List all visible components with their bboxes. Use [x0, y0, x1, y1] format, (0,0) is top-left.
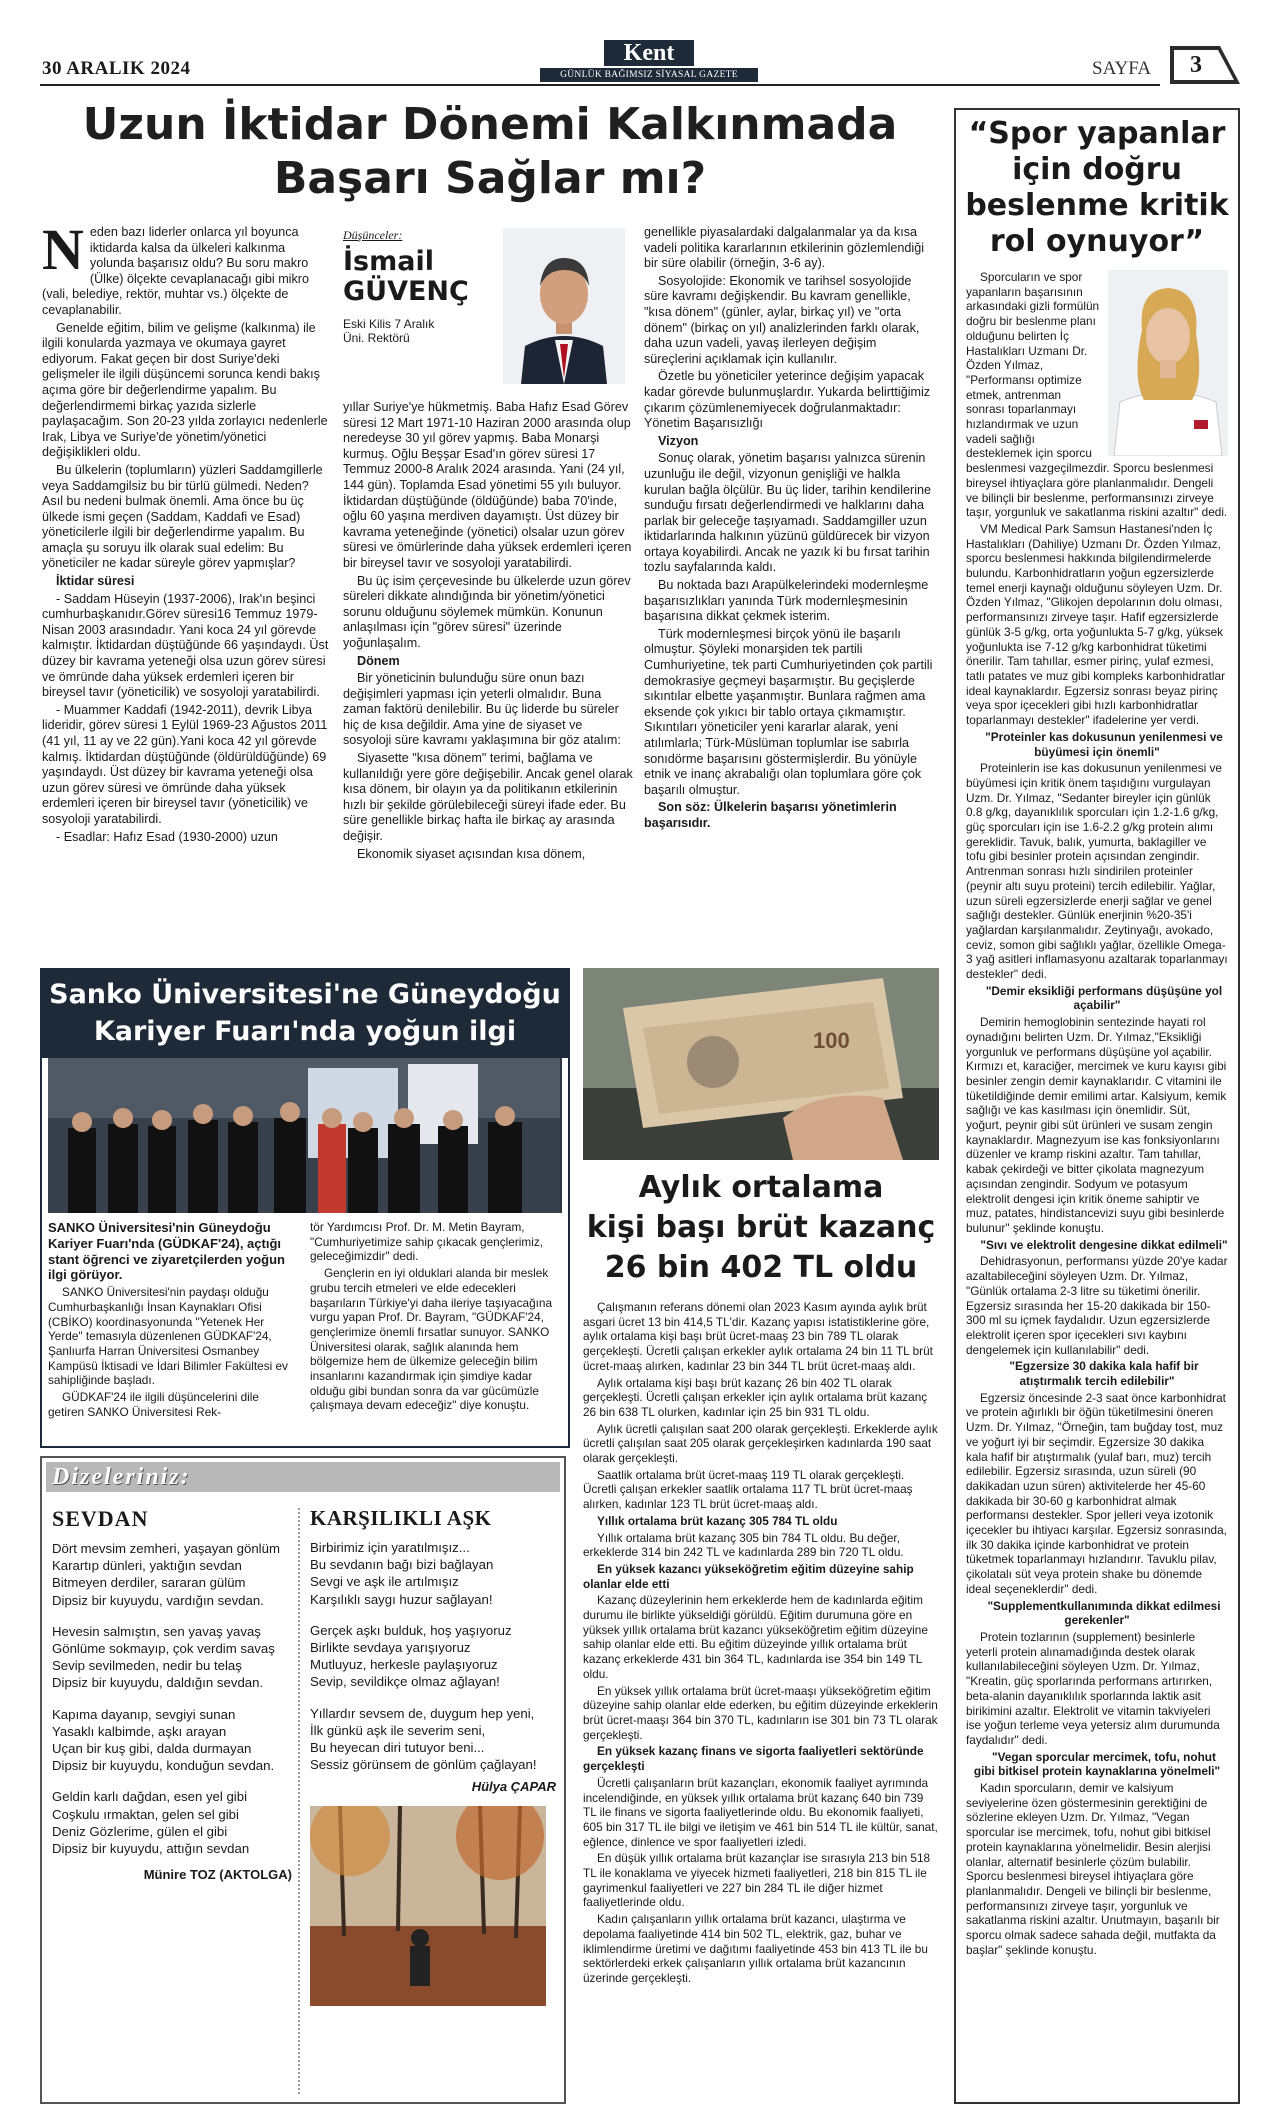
paragraph: - Muammer Kaddafi (1942-2011), devrik Libya lideridir, görev süresi 1 Eylül 1969-23 Ağustos 2011 (41 yıl, 11 ay ve 22 gün).Yani koca 42 yıl görevde kalmış. İktidardan düştüğünde (öldürüldüğünde) 69 yaşındaydı. Üst düzey bir kavrama yeteneği olsa uzun görev süresi ve ömründe daha yüksek erdemleri içeren bir bireysel tavır (yöneticilik) ve sosyoloji yaratabilirdi.	[42, 702, 328, 826]
paragraph: Türk modernleşmesi birçok yönü ile başarılı olmuştur. Şöyleki monarşiden tek partili Cumhuriyetine, tek parti Cumhuriyetinden çok partili demokrasiye geçmeyi başarmıştır. Bu geçişlerde sıkıntılar elbette yaşanmıştır. Bunlara rağmen ama eksende çok yıkıcı bir tablo ortaya çıkmamıştır. Sıkıntıları yöneticiler yeni kararlar alarak, yeni atılımlarla; Türk-Müslüman toplumlar ise sabırla sonıdörme başarısını göstermişlerdir. Bu yönüyle etnik ve inanç akrabalığı olan toplumlara göre çok başarılı olmuştur.	[644, 626, 933, 797]
poem-line: Birlikte sevdaya yarışıyoruz	[310, 1640, 471, 1656]
subheading: "Demir eksikliği performans düşüşüne yol açabilir"	[985, 983, 1223, 1013]
poem-line: Gerçek aşkı bulduk, hoş yaşıyoruz	[310, 1622, 512, 1638]
salary-title-line: Aylık ortalama	[638, 1170, 884, 1205]
paragraph: Yıllık ortalama brüt kazanç 305 bin 784 TL oldu. Bu değer, erkeklerde 314 bin 242 TL ve kadınlarda 289 bin 720 TL oldu.	[583, 1530, 904, 1560]
stanza-gap	[52, 1692, 292, 1706]
paragraph: - Saddam Hüseyin (1937-2006), Irak'ın beşinci cumhurbaşkanıdır.Görev süresi16 Temmuz 1979- Nisan 2003 arasındadır. Yani koca 24 yıl görevde kalmıştır. İktidardan düştüğünde 66 yaşındaydı. Üst düzey bir kavrama yeteneği olsa uzun görev süresi ve ömründe daha yüksek erdemleri içeren bir bireysel tavır (yöneticilik) ve sosyoloji yaratabilirdi.	[42, 591, 329, 700]
paragraph: Bu ülkelerin (toplumların) yüzleri Saddamgillerle veya Saddamgilsiz bu bir türlü gülmedi. Neden? Asıl bu nedeni bulmak önemli. Ama önce bu üç ülkede ismi geçen (Saddam, Kaddafi ve Esad) yöneticilerle ilgili bir değerlendirme yapalım. Bu amaçla şu soruyu ilk olarak sual edelim: Bu yöneticiler ne kadar süreyle görev yapmışlar?	[42, 462, 323, 571]
fair-crowd-image	[48, 1058, 560, 1213]
article-title	[40, 98, 940, 206]
sanko-fair-photo	[48, 1058, 562, 1213]
subheading: En yüksek kazancı yükseköğretim eğitim düzeyine sahip olanlar elde etti	[583, 1561, 914, 1591]
poem-line: Bu heyecan diri tutuyor beni...	[310, 1740, 485, 1756]
poem-line: Dipsiz bir kuyuydu, daldığın sevdan.	[52, 1675, 264, 1691]
page-label: SAYFA	[1092, 58, 1152, 79]
paragraph: Ücretli çalışanların brüt kazançları, ekonomik faaliyet ayrımında incelendiğinde, en yüksek yıllık ortalama brüt kazanç 640 bin 739 TL ile finans ve sigorta faaliyetlerinde oldu. Bu ekonomik faaliyeti, 605 bin 317 TL ile bilgi ve iletişim ve 461 bin 514 TL ile kültür, sanat, eğlence, dinlence ve spor faaliyetleri izledi.	[583, 1775, 938, 1849]
autumn-park-image	[310, 1806, 546, 2006]
poem-line: İlk günkü aşk ile severim seni,	[310, 1722, 486, 1738]
paragraph: Sosyolojide: Ekonomik ve tarihsel sosyolojide süre kavramı değişkendir. Bu kavram genellikle, "kısa dönem" (günler, aylar, birkaç yıl) ve "orta dönem" (birkaç on yıl) analizlerinden farklı olarak, daha uzun vadeli, yavaş ilerleyen değişim süreçlerini açıklamak için kullanılır.	[644, 273, 920, 366]
poem-lines	[52, 1540, 292, 1857]
poem-title: KARŞILIKLI AŞK	[310, 1506, 492, 1530]
subheading: "Sıvı ve elektrolit dengesine dikkat edilmeli"	[980, 1237, 1228, 1252]
stanza-gap	[310, 1608, 556, 1622]
poem-title: SEVDAN	[52, 1506, 149, 1531]
sanko-col-1	[48, 1220, 296, 1422]
subheading: "Egzersize 30 dakika kala hafif bir atıştırmalık tercih edilebilir"	[1009, 1359, 1199, 1389]
sanko-article	[40, 968, 570, 1448]
subheading: "Supplementkullanımında dikkat edilmesi gerekenler"	[987, 1598, 1221, 1628]
paragraph: Bu noktada bazı Arapülkelerindeki modernleşme başarısızlıkları yanında Türk modernleşmesinin başarısına dikkat çekmek isterim.	[644, 578, 929, 624]
sidebar-title-line: beslenme kritik	[965, 188, 1229, 223]
article-title-line1: Uzun İktidar Dönemi Kalkınmada	[82, 99, 898, 150]
author-photo	[503, 228, 625, 384]
paragraph: Bir yöneticinin bulunduğu süre onun bazı değişimleri yapması için yeterli olmalıdır. Buna zaman faktörü denilebilir. Bu üç liderde bu süreler hiç de kısa değildir. Ama yine de siyaset ve sosyoloji süre kavramı yaklaşımına bir göz atalım:	[343, 671, 621, 748]
salary-body	[583, 1300, 939, 1988]
paragraph: yıllar Suriye'ye hükmetmiş. Baba Hafız Esad Görev süresi 12 Mart 1971-10 Haziran 2000 arasında olup neredeyse 30 yıl görev yapmış. Baba Monarşi kurmuş. Oğlu Beşşar Esad'ın görev süresi 17 Temmuz 2000-8 Aralık 2024 arasında. Yani (24 yıl, 144 gün). Toplamda Esad yönetimi 55 yılı buluyor. İktidardan düştüğünde (öldüğünde) baba 70'inde, oğlu 60 yaşına merdiven dayamıştı. Üst düzey bir kavrama yeteneğinde (yönetici) olsalar uzun görev süresi ve ömürlerinde daha yüksek erdemleri içeren bir bireysel tavır ve sosyoloji yaratabilirdi.	[343, 400, 632, 570]
paragraph: Bu üç isim çerçevesinde bu ülkelerde uzun görev süreleri dikkate alındığında bir yönetim/yönetici sorunu olduğunu söylemek mümkün. Konunun anlaşılması için "görev süresi" üzerinde yoğunlaşalım.	[343, 573, 631, 650]
paragraph: Kadın çalışanların yıllık ortalama brüt kazancı, ulaştırma ve depolama faaliyetinde 414 bin 502 TL, elektrik, gaz, buhar ve iklimlendirme üretimi ve dağıtımı faaliyetinde 453 bin 413 TL ile bu sektörlerdeki erkek çalışanların yıllık ortalama brüt kazancının üzerinde gerçekleşti.	[583, 1912, 928, 1985]
paragraph: Genelde eğitim, bilim ve gelişme (kalkınma) ile ilgili konularda yazmaya ve okumaya gayret ediyorum. Fakat geçen bir dost Suriye'deki gelişmeler ile ilgili düşüncemi sorunca kendi bakış açıma göre bir değerlendirme yapalım. Bu değerlendirmemi birkaç yazıda sizlerle paylaşacağım. Son 20-23 yılda zorlayıcı nedenlerle Irak, Libya ve Suriye'de yönetim/yönetici değişiklikleri oldu.	[42, 320, 328, 460]
paragraph: VM Medical Park Samsun Hastanesi'nden İç Hastalıkları (Dahiliye) Uzmanı Dr. Özden Yılmaz, sporcu beslenmesi hakkında bilgilendirmelerde bulundu. Karbonhidratların yoğun egzersizlerde temel enerji kaynağı olduğunu söyleyen Uzm. Dr. Özden Yılmaz, "Glikojen depolarının dolu olması, performansınızı zirveye taşır. Hafif egzersizlerde günlük 3-5 g/kg, orta yoğunlukta 5-7 g/kg, yüksek yoğunlukta ise 7-12 g/kg karbonhidrat tüketimi önerilir. Tam tahıllar, esmer pirinç, yulaf ezmesi, tatlı patates ve muz gibi kompleks karbonhidratlar ideal kaynaklardır. Egzersiz sonrası beyaz pirinç veya spor içecekleri gibi hızlı karbonhidratlar toparlanmayı destekler" ifadelerine yer verdi.	[966, 521, 1226, 728]
poem-line: Dört mevsim zemheri, yaşayan gönlüm	[52, 1541, 280, 1556]
poem-illustration	[310, 1806, 546, 2006]
paragraph: Ekonomik siyaset açısından kısa dönem,	[357, 846, 586, 861]
poem-line: Deniz Gözlerime, gülen el gibi	[52, 1823, 228, 1839]
poem-sevdan	[52, 1506, 292, 1882]
subheading: Dönem	[357, 653, 400, 668]
poem-line: Uçan bir kuş gibi, dalda durmayan	[52, 1741, 252, 1757]
poem-line: Yasaklı kalbimde, aşkı arayan	[52, 1723, 227, 1739]
poem-line: Dipsiz bir kuyuydu, konduğun sevdan.	[52, 1758, 275, 1774]
paragraph: Aylık ücretli çalışılan saat 200 olarak gerçekleşti. Erkeklerde aylık ücretli çalışılan saat 205 olarak gerçekleşirken kadınlarda 190 saat olarak gerçekleşti.	[583, 1421, 938, 1466]
poem-line: Sevgi ve aşk ile artılmışız	[310, 1574, 459, 1590]
poem-line: Kapıma dayanıp, sevgiyi sunan	[52, 1706, 236, 1722]
poem-line: Geldin karlı dağdan, esen yel gibi	[52, 1789, 248, 1805]
sanko-title-line: Kariyer Fuarı'nda yoğun ilgi	[93, 1016, 517, 1047]
paragraph: Egzersiz öncesinde 2-3 saat önce karbonhidrat ve protein ağırlıklı bir öğün tüketilmesini öneren Uzm. Dr. Yılmaz, "Örneğin, tam buğday tost, muz ve yoğurt iyi bir seçimdir. Egzersize 30 dakika kala hafif bir atıştırmalık (yulaf barı, muz) tercih edilebilir. Egzersiz sırasında, uzun süreli (90 dakikadan uzun süren) aktivitelerde her 45-60 dakikada bir 30-60 g karbonhidrat almak performansı destekler. Spor jelleri veya izotonik içecekler bu ihtiyacı karşılar. Egzersiz sonrasında, ilk 30 dakika içinde karbonhidrat ve protein tüketmek toparlanmayı hızlandırır. Tavuklu pilav, çikolatalı süt veya protein shake bu dönemde ideal seçeneklerdir" dedi.	[966, 1390, 1227, 1596]
poem-line: Sessiz görünsem de gönlüm çağlayan!	[310, 1757, 537, 1773]
subheading: Yıllık ortalama brüt kazanç 305 784 TL oldu	[597, 1513, 838, 1528]
banknote-image	[583, 968, 939, 1160]
banknote-photo	[583, 968, 939, 1160]
sidebar-intro: Sporcuların ve spor yapanların başarısının arkasındaki gizli formülün doğru bir beslenme planı olduğunu belirten İç Hastalıkları Uzmanı Dr. Özden Yılmaz, "Performansı optimize etmek, antrenman sonrası toparlanmayı hızlandırmak ve uzun vadeli sağlığı desteklemek için sporcu beslenmesi vazgeçilmezdir. Sporcu beslenmesi bireysel ihtiyaçlara göre planlanmalıdır. Dengeli ve bilinçli bir beslenme, performansınızı zirveye taşır, yorgunluk ve sakatlanma riskini azaltır" dedi.	[966, 270, 1228, 520]
poem-line: Karartıp dünleri, yaktığın sevdan	[52, 1558, 242, 1574]
subheading: En yüksek kazanç finans ve sigorta faaliyetleri sektöründe gerçekleşti	[583, 1744, 924, 1774]
paragraph: - Esadlar: Hafız Esad (1930-2000) uzun	[56, 829, 278, 844]
paragraph: Proteinlerin ise kas dokusunun yenilenmesi ve büyümesi için kritik önem taşıdığını vurgulayan Uzm. Dr. Yılmaz, "Sedanter bireyler için günlük 0.8 g/kg, dayanıklılık sporcuları için 1.2-1.6 g/kg, güç sporcuları için ise 1.6-2.2 g/kg protein alımı gereklidir. Tavuk, balık, yumurta, baklagiller ve tofu gibi besinler protein açısından zengindir. Antrenman sonrası hızlı sindirilen proteinler (peynir altı suyu proteini) tercih edilebilir. Yağlar, uzun süreli egzersizlerde enerji sağlar ve genel sağlığı destekler. Günlük enerjinin %20-35'i yağlardan karşılanmalıdır. Zeytinyağı, avokado, ceviz, somon gibi sağlıklı yağlar, özellikle Omega-3 yağ asitleri inflamasyonu azaltarak toparlanmayı destekler" dedi.	[966, 761, 1228, 982]
paragraph: Protein tozlarının (supplement) besinlerle yeterli protein alınamadığında destek olarak kullanılabileceğini söyleyen Uzm. Dr. Yılmaz, "Kreatin, güç sporlarında performans artırırken, beta-alanin dayanıklılık sporlarında laktik asit birikimini azaltır. Elektrolit ve vitamin takviyeleri ise yoğun terleme veya yetersiz alım durumunda faydalıdır" dedi.	[966, 1629, 1220, 1747]
paragraph: Kazanç düzeylerinin hem erkeklerde hem de kadınlarda eğitim durumu ile birlikte yükseldiği görüldü. Eğitim durumuna göre en yüksek yıllık ortalama brüt kazancı yükseköğretim eğitim düzeyine sahip olanlar elde etti. Bu eğitim düzeyinde yıllık ortalama brüt kazanç erkeklerde 431 bin 364 TL, kadınlarda ise 354 bin 149 TL oldu.	[583, 1593, 928, 1681]
author-role-line2: Üni. Rektörü	[343, 331, 410, 345]
author-role-line1: Eski Kilis 7 Aralık	[343, 317, 435, 331]
poems-section-bar	[46, 1462, 560, 1492]
stanza-gap	[52, 1609, 292, 1623]
paragraph: Özetle bu yöneticiler yeterince değişim yapacak kadar görevde bulunmuşlardır. Yukarda belirttiğimiz çıkarım çözümlenemiyecek doğrulanmaktadır: Yönetim Başarısızlığı	[644, 369, 931, 431]
paragraph: SANKO Üniversitesi'nin paydaşı olduğu Cumhurbaşkanlığı İnsan Kaynakları Ofisi (CBİKO) koordinasyonunda "Yetenek Her Yerde" temasıyla düzenlenen GÜDKAF'24, Şanlıurfa Harran Üniversitesi Osmanbey Kampüsü İktisadi ve İdari Bilimler Fakültesi ev sahipliğinde başladı.	[48, 1285, 288, 1388]
page-number: 3	[1190, 52, 1202, 78]
poems-section-label: Dizeleriniz:	[52, 1464, 191, 1490]
paragraph: Aylık ortalama kişi başı brüt kazanç 26 bin 402 TL olarak gerçekleşti. Ücretli çalışan erkekler için aylık ortalama brüt kazanç 26 bin 638 TL olurken, kadınlar için 25 bin 931 TL oldu.	[583, 1375, 928, 1419]
poem-line: Gönlüme sokmayıp, çok verdim savaş	[52, 1641, 275, 1657]
article-title-line2: Başarı Sağlar mı?	[273, 153, 707, 204]
masthead-tagline: GÜNLÜK BAĞIMSIZ SİYASAL GAZETE	[540, 68, 758, 82]
poem-line: Yıllardır sevsem de, duygum hep yeni,	[310, 1705, 535, 1721]
paragraph: En yüksek yıllık ortalama brüt ücret-maaşı yükseköğretim eğitim düzeyine sahip olanlar elde ederken, bu eğitim düzeyinde erkeklerin brüt ücret-maaşı 364 bin 370 TL, kadınların ise 301 bin 73 TL olarak gerçekleşti.	[583, 1683, 938, 1742]
subheading: "Proteinler kas dokusunun yenilenmesi ve büyümesi için önemli"	[985, 729, 1223, 759]
author-box	[343, 228, 633, 388]
poem-lines	[310, 1539, 556, 1773]
drop-cap: N	[42, 217, 84, 282]
poem-karsilikli-ask	[310, 1506, 556, 2006]
page-number-tab	[1170, 46, 1240, 84]
poem-line: Dipsiz bir kuyuydu, vardığın sevdan.	[52, 1592, 264, 1608]
poem-line: Sevip sevilmeden, nedir bu telaş	[52, 1658, 242, 1674]
header-rule	[40, 84, 1160, 86]
sanko-col-2	[310, 1220, 560, 1415]
poem-line: Hevesin salmıştın, sen yavaş yavaş	[52, 1623, 261, 1639]
masthead-logo: Kent	[604, 40, 694, 66]
sanko-title-line: Sanko Üniversitesi'ne Güneydoğu	[49, 979, 561, 1010]
paragraph: Siyasette "kısa dönem" terimi, bağlama ve kullanıldığı yere göre değişebilir. Ancak genel olarak kısa dönem, bir olayın ya da politikanın etkilerinin hızlı bir şekilde görülebileceği süreyi ifade eder. Bu süre genellikle birkaç hafta ile birkaç ay arasında değişir.	[343, 751, 633, 844]
poem-line: Birbirimiz için yaratılmışız...	[310, 1540, 470, 1555]
doctor-photo	[1108, 270, 1228, 456]
article-column-1	[42, 217, 332, 847]
salary-title	[583, 1168, 939, 1288]
poem-divider	[298, 1508, 300, 2094]
sidebar-title-line: için doğru	[1012, 152, 1182, 187]
poem-line: Karşılıklı saygı huzur sağlayan!	[310, 1591, 493, 1607]
author-last-name: GÜVENÇ	[343, 276, 469, 307]
salary-title-line: kişi başı brüt kazanç	[586, 1210, 936, 1245]
poem-line: Mutluyuz, herkesle paylaşıyoruz	[310, 1657, 498, 1673]
paragraph: GÜDKAF'24 ile ilgili düşüncelerini dile getiren SANKO Üniversitesi Rek-	[48, 1390, 259, 1419]
stanza-gap	[52, 1774, 292, 1788]
poem-line: Sevip, sevildikçe olmaz ağlayan!	[310, 1674, 500, 1690]
paragraph: eden bazı liderler onlarca yıl boyunca iktidarda kalsa da ülkeleri kalkınma yolunda başarısız oldu? Bu soru makro (Ülke) ölçekte cevaplanacağı gibi mikro (vali, belediye, rektör, muhtar vs.) ölçekte de cevaplanabilir.	[42, 225, 309, 317]
banknote-denomination: 100	[813, 1028, 850, 1053]
paragraph: Çalışmanın referans dönemi olan 2023 Kasım ayında aylık brüt asgari ücret 13 bin 414,5 TL'dir. Kazanç yapısı istatistiklerine göre, aylık ortalama kişi başı brüt ücret-maaş 23 bin 789 TL olarak gerçekleşti. Ücretli çalışan erkekler aylık ortalama 24 bin 11 TL brüt ücret-maaş alırken, kadınlar 23 bin 344 TL brüt ücret-maaş aldı.	[583, 1300, 933, 1373]
paragraph: Demirin hemoglobinin sentezinde hayati rol oynadığını belirten Uzm. Dr. Yılmaz,"Eksikliği yorgunluk ve performans düşüşüne yol açabilir. Kırmızı et, karaciğer, mercimek ve kuru kayısı gibi besinler zengin demir kaynaklarıdır. C vitamini ile tüketildiğinde demir emilimi artar. Kalsiyum, kemik sağlığı ve kas kasılması için önemlidir. Süt, yoğurt, peynir gibi süt ürünleri ve susam zengin kaynaklardır. Magnezyum ise kas fonksiyonlarını düzenler ve kramp riskini azaltır. Tam tahıllar, kabak çekirdeği ve bitter çikolata magnezyum açısından zengindir. Sodyum ve potasyum elektrolit dengesi için kritik öneme sahiptir ve muz, patates, hindistancevizi suyu gibi besinlerde bulunur" şeklinde konuştu.	[966, 1015, 1227, 1235]
subheading: "Vegan sporcular mercimek, tofu, nohut gibi bitkisel protein kaynaklarına yönelmeli"	[973, 1749, 1221, 1779]
poem-line: Coşkulu ırmaktan, gelen sel gibi	[52, 1806, 239, 1822]
subheading: Vizyon	[658, 433, 699, 448]
paragraph: tör Yardımcısı Prof. Dr. M. Metin Bayram, "Cumhuriyetimize sahip çıkacak gençlerimiz, geleceğimizdir" dedi.	[310, 1220, 543, 1264]
poem-line: Dipsiz bir kuyuydu, attığın sevdan	[52, 1841, 250, 1857]
sanko-lead: SANKO Üniversitesi'nin Güneydoğu Kariyer Fuarı'nda (GÜDKAF'24), açtığı stant öğrenci ve ziyaretçilerden yoğun ilgi görüyor.	[48, 1220, 285, 1283]
paragraph: En düşük yıllık ortalama brüt kazançlar ise sırasıyla 213 bin 518 TL ile konaklama ve yiyecek hizmeti faaliyetleri, 218 bin 815 TL ile gayrimenkul faaliyetleri ve 227 bin 284 TL ile diğer hizmet faaliyetlerinde oldu.	[583, 1851, 931, 1910]
article-column-2	[343, 400, 633, 864]
article-column-3	[644, 225, 934, 834]
poem-line: Bitmeyen derdiler, sararan gülüm	[52, 1575, 246, 1591]
author-first-name: İsmail	[343, 246, 434, 277]
sidebar-paragraphs	[966, 522, 1228, 1958]
paragraph: Saatlik ortalama brüt ücret-maaş 119 TL olarak gerçekleşti. Ücretli çalışan erkekler saatlik ortalama 117 TL brüt ücret-maaş alırken, kadınlar 123 TL brüt ücret-maaş aldı.	[583, 1467, 913, 1512]
poem-line: Bu sevdanın bağı bizi bağlayan	[310, 1557, 494, 1573]
sidebar-box	[954, 108, 1240, 2104]
poems-box	[40, 1456, 566, 2104]
stanza-gap	[310, 1691, 556, 1705]
poem-author: Münire TOZ (AKTOLGA)	[143, 1867, 292, 1883]
paragraph: genellikle piyasalardaki dalgalanmalar ya da kısa vadeli politika kararlarının etkilerinin gözlemlendiği bir süre olabilir (örneğin, 3-6 ay).	[644, 225, 925, 271]
author-portrait-image	[503, 228, 625, 384]
sidebar-title-line: rol oynuyor”	[989, 224, 1205, 259]
closing-remark: Son söz: Ülkelerin başarısı yönetimlerin başarısıdır.	[644, 800, 897, 830]
paragraph: Sonuç olarak, yönetim başarısı yalnızca sürenin uzunluğu ile değil, vizyonun genişliği ve halkla kurulan bağla ölçülür. Bu üç lider, tarihin kendilerine sunduğu fırsatı değerlendirmedi ve halklarını daha parlak bir geleceğe taşıyamadı. Saddamgiller uzun iktidarlarında halkının yüzünü güldürecek bir vizyon ortaya koyabilirdi. Ancak ne yazık ki bu fırsat tarihin tozlu sayfalarında kaldı.	[644, 451, 932, 575]
masthead	[540, 40, 758, 84]
paragraph: Dehidrasyonun, performansı yüzde 20'ye kadar azaltabileceğini söyleyen Uzm. Dr. Yılmaz, "Günlük ortalama 2-3 litre su tüketimi önerilir. Egzersiz sırasında her 15-20 dakikada bir 150-300 ml su içmek faydalıdır. Uzun egzersizlerde elektrolit içeren spor içecekleri sıvı kaybını dengelemek için kullanılabilir" dedi.	[966, 1254, 1228, 1357]
issue-date: 30 ARALIK 2024	[42, 58, 191, 79]
sidebar-title	[956, 116, 1238, 260]
sanko-title	[42, 970, 568, 1058]
paragraph: Gençlerin en iyi olduklari alanda bir meslek grubu tercih etmeleri ve elde edecekleri başarıların Türkiye'yi daha ileriye taşıyacağına vurgu yapan Prof. Dr. Bayram, "GÜDKAF'24, gençlerimize önemli fırsatlar sunuyor. SANKO Üniversitesi olarak, sağlık alanında hem bölgemize hem de ülkemize geleceğin bilim insanlarını kazandırmak için şimdiye kadar olduğu gibi bundan sonra da var gücümüzle çalışmaya devam edeceğiz" diye konuştu.	[310, 1266, 553, 1413]
doctor-portrait-image	[1108, 270, 1228, 456]
page-tab-shape	[1170, 46, 1240, 84]
subheading: İktidar süresi	[56, 574, 135, 589]
sidebar-title-line: “Spor yapanlar	[968, 116, 1226, 151]
salary-title-line: 26 bin 402 TL oldu	[604, 1250, 918, 1285]
poem-author: Hülya ÇAPAR	[471, 1779, 556, 1795]
byline-label: Düşünceler:	[343, 228, 403, 242]
paragraph: Kadın sporcuların, demir ve kalsiyum seviyelerine özen göstermesinin gerektiğini de sözlerine ekleyen Uzm. Dr. Yılmaz, "Vegan sporcular ise mercimek, tofu, nohut gibi bitkisel protein kaynaklarına yönelmelidir. Besin alerjisi olanlar, alternatif besinlerle çözüm bulabilir. Sporcu beslenmesi bireysel ihtiyaçlara göre planlanmalıdır. Dengeli ve bilinçli bir beslenme, performansınızı zirveye taşır, yorgunluk ve sakatlanma riskini azaltır. Unutmayın, başarılı bir sporcu olmak sadece sahada değil, mutfakta da başlar" şeklinde konuştu.	[966, 1781, 1220, 1957]
